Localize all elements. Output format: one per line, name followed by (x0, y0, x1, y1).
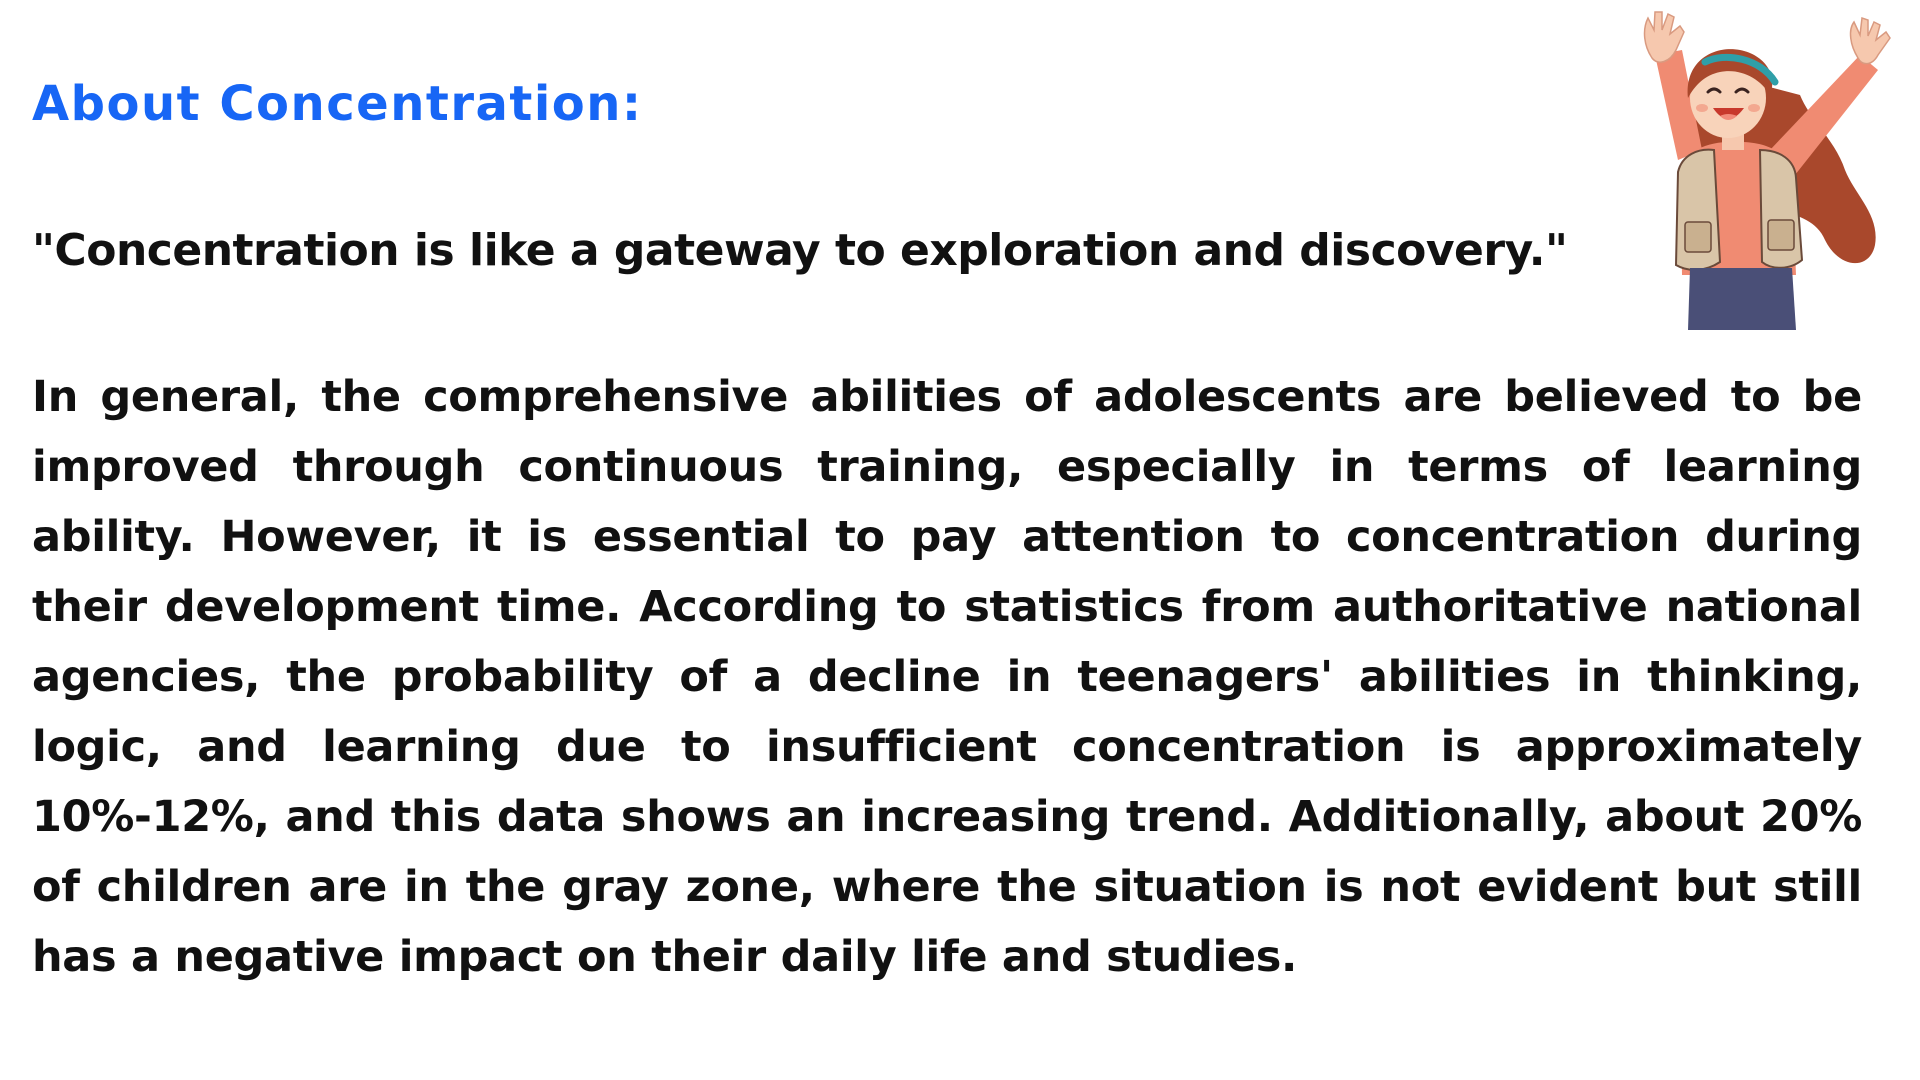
cheering-girl-illustration (1610, 0, 1900, 330)
body-paragraph: In general, the comprehensive abilities of adolescents are believed to be improved through continuous training, especially in terms of learning ability. However, it is essential to pay attention to concentration during their development time. According to statistics from authoritative national agencies, the probability of a decline in teenagers' abilities in thinking, logic, and learning due to insufficient concentration is approximately 10%-12%, and this data shows an increasing trend. Additionally, about 20% of children are in the gray zone, where the situation is not evident but still has a negative impact on their daily life and studies. (32, 372, 1862, 982)
pants (1688, 268, 1796, 330)
heading: About Concentration: (32, 76, 643, 132)
quote: "Concentration is like a gateway to exploration and discovery." (32, 225, 1568, 276)
right-cheek (1748, 104, 1760, 112)
vest-pocket-left (1685, 222, 1711, 252)
vest-pocket-right (1768, 220, 1794, 250)
right-hand (1851, 18, 1890, 64)
left-cheek (1696, 104, 1708, 112)
